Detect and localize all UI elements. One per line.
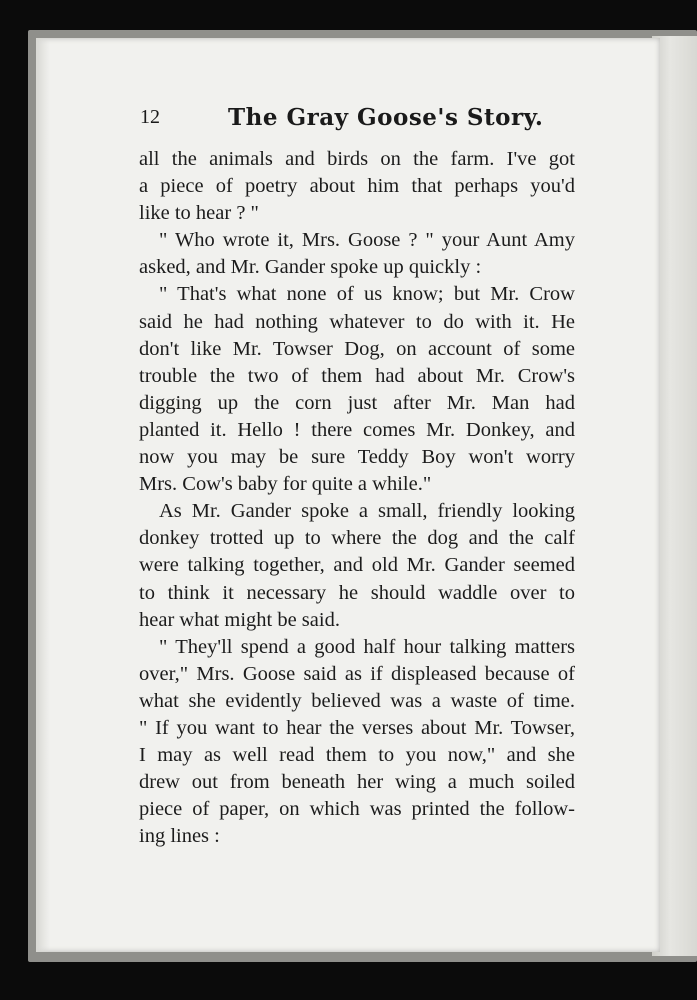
text-line: over," Mrs. Goose said as if displeased because of xyxy=(139,662,575,685)
text-line: asked, and Mr. Gander spoke up quickly : xyxy=(139,256,482,279)
running-title: The Gray Goose's Story. xyxy=(228,104,544,131)
text-line: piece of paper, on which was printed the follow- xyxy=(139,798,575,821)
text-line: ing lines : xyxy=(139,825,220,848)
text-line: Mrs. Cow's baby for quite a while." xyxy=(139,473,432,496)
text-line: now you may be sure Teddy Boy won't worry xyxy=(139,446,575,469)
text-line: I may as well read them to you now," and she xyxy=(139,744,575,767)
text-line: trouble the two of them had about Mr. Crow's xyxy=(139,364,575,387)
text-line: digging up the corn just after Mr. Man had xyxy=(139,391,575,414)
text-line: " Who wrote it, Mrs. Goose ? " your Aunt Amy xyxy=(159,229,575,252)
text-line: to think it necessary he should waddle over to xyxy=(139,581,575,604)
text-line: said he had nothing whatever to do with it. He xyxy=(139,310,575,333)
text-line: what she evidently believed was a waste of time. xyxy=(139,689,575,712)
text-line: As Mr. Gander spoke a small, friendly looking xyxy=(159,500,575,523)
text-line: all the animals and birds on the farm. I've got xyxy=(139,148,575,170)
page-number: 12 xyxy=(140,106,160,128)
text-line: were talking together, and old Mr. Gander seemed xyxy=(139,554,575,577)
running-header xyxy=(140,104,640,140)
text-line: drew out from beneath her wing a much soiled xyxy=(139,771,575,794)
text-line: a piece of poetry about him that perhaps you'd xyxy=(139,175,575,198)
text-line: like to hear ? " xyxy=(139,202,259,225)
text-line: " They'll spend a good half hour talking matters xyxy=(159,635,575,658)
text-line: hear what might be said. xyxy=(139,608,340,631)
text-line: " That's what none of us know; but Mr. Crow xyxy=(159,283,575,306)
body-text xyxy=(139,146,575,850)
text-line: donkey trotted up to where the dog and the calf xyxy=(139,527,575,550)
text-line: planted it. Hello ! there comes Mr. Donkey, and xyxy=(139,418,575,441)
text-line: " If you want to hear the verses about Mr. Towser, xyxy=(139,716,575,739)
page-gutter-shadow xyxy=(36,38,50,952)
text-line: don't like Mr. Towser Dog, on account of some xyxy=(139,337,575,360)
